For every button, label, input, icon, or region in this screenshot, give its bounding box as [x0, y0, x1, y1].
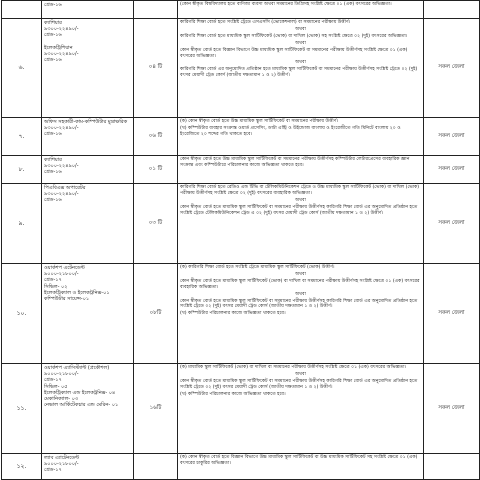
qualification — [178, 184, 424, 264]
post-name — [42, 364, 134, 454]
eligible-area: সকল জেলা — [424, 364, 480, 454]
job-circular-table — [1, 0, 480, 480]
qualification-line: (ক) কোন স্বীকৃত বোর্ড হতে বিজ্ঞান বিভাগে উচ্চ মাধ্যমিক স্কুল সার্টিফিকেট বা উচ্চ মাধ্যমিক সার্টিফিকেট সহ সংশ্লিষ্ট ক্ষেত্রে ০১ (এক) বৎসরের চাকুরির অভিজ্ঞতা। — [180, 455, 418, 466]
serial-number: ১০. — [2, 264, 42, 364]
qualification-line: (ক) কোন স্বীকৃত বোর্ড হতে উচ্চ মাধ্যমিক স্কুল সার্টিফিকেট বা সমমানের পরীক্ষায় উত্তীর্ণ। — [180, 119, 339, 124]
qualification-line: (ক) মাধ্যমিক স্কুল সার্টিফিকেট (ভোক) বা দাখিল বা সমমানের পরীক্ষায় উত্তীর্ণসহ সংশ্লিষ্ট ক্ষেত্রে ০১ (এক) বৎসরের অভিজ্ঞতা। — [180, 365, 407, 370]
qualification-line: (খ) কম্পিউটার ব্যবহার সংক্রান্ত ওয়ার্ড প্রসেসিং, ডাটা এন্ট্রি ও উইন্ডোজ বাংলায় ও ইংরেজীতে গতি মিনিটে বাংলায় ২০ ও ইংরেজিতে ২০ শব্দের গতি থাকতে হবে। — [180, 125, 401, 137]
table-row — [2, 364, 480, 454]
table-row — [2, 156, 480, 184]
post-line: ইলেকট্রিক্যাল এন্ড ইলেকট্রনিক্স- ০৪ — [44, 389, 116, 396]
qualification — [178, 118, 424, 156]
post-line: পিএবিএক্স অপারেটর — [44, 185, 86, 191]
post-name — [42, 184, 134, 264]
post-line: ক্যাশিয়ার — [44, 157, 62, 163]
post-line: সিভিল- ০২ — [44, 283, 68, 290]
post-line: নেভাল আর্কিটেকচার এন্ড মেরিন- ০১ — [44, 402, 119, 409]
post-line: ওয়ার্কশপ এটেনডেন্ট — [44, 265, 85, 271]
post-count: ১৬টি — [134, 364, 178, 454]
post-line: গ্রেড-১৬ — [44, 197, 62, 204]
post-line: ক্যাশিয়ার — [44, 20, 62, 26]
qualification-line: কোন স্বীকৃত বোর্ড হতে উচ্চ মাধ্যমিক স্কুল সার্টিফিকেট বা সমমানের পরীক্ষায় উত্তীর্ণসহ কম্পিউটার লেটারপ্রেসের ব্যবহারিক জ্ঞান সংক্রান্ত এবং কম্পিউটারে পরিচালনার কাজে অভিজ্ঞতা থাকতে হবে। — [180, 157, 410, 168]
table-row — [2, 1, 480, 19]
post-line: ৯০০০-২১৮০০/- — [44, 271, 79, 278]
post-line: ইলেকট্রিশিয়ান — [44, 44, 73, 51]
post-line: ৯৩০০-২২৪৯০/- — [44, 125, 79, 132]
eligible-area — [424, 454, 480, 480]
post-name — [42, 19, 134, 118]
post-line: গ্রেড-১৭ — [44, 377, 62, 384]
serial-number: ১২. — [2, 454, 42, 480]
post-line: ৯৩০০-২২৪৯০/- — [44, 51, 79, 58]
post-count: ০৩ টি — [134, 184, 178, 264]
eligible-area: সকল জেলা — [424, 264, 480, 364]
post-count: ০১ টি — [134, 156, 178, 184]
post-line: ৯৩০০-২২৪৯০/- — [44, 26, 79, 33]
qualification — [178, 454, 424, 480]
eligible-area: সকল জেলা — [424, 118, 480, 156]
post-count: ০৮টি — [134, 264, 178, 364]
serial-number: ৮. — [2, 156, 42, 184]
post-line: ইলেকট্রিক্যাল ও ইলেকট্রনিক্স-০১ — [44, 289, 110, 296]
serial-number: ৭. — [2, 118, 42, 156]
qualification-line: অথবা — [295, 291, 306, 297]
post-line: গ্রেড-১৬ — [44, 2, 62, 8]
qualification-line: কারিগরি শিক্ষা বোর্ড হতে সংশ্লিষ্ট ট্রেডে এসএসসি (ভোকেশনাল) বা সমমানের পরীক্ষায় উত্তীর্ণ। — [180, 20, 351, 25]
post-name — [42, 454, 134, 480]
qualification-line: কোন স্বীকৃত বোর্ড হতে মাধ্যমিক স্কুল সার্টিফিকেট (ভোক) বা দাখিল বা সমমানের পরীক্ষায় উত্তীর্ণসহ সংশ্লিষ্ট ক্ষেত্রে ০১ (এক) বৎসরের ব্যবহারিক অভিজ্ঞতা। — [180, 278, 420, 290]
table-row — [2, 118, 480, 156]
qualification — [178, 264, 424, 364]
post-line: গ্রেড-১৭ — [44, 467, 62, 474]
qualification-line: অথবা — [295, 371, 306, 377]
post-line: ৯০০০-২১৮০০/- — [44, 461, 79, 468]
qualification-line: কারিগরি শিক্ষা বোর্ড এর অনুমোদিত প্রতিষ্ঠান হতে মাধ্যমিক স্কুল সার্টিফিকেট বা সমমানের পরীক্ষায় উত্তীর্ণসহ সংশ্লিষ্ট ট্রেডে ০২ (দুই) বৎসর মেয়াদী ট্রেড কোর্স (জাতীয় দক্ষতামান ১ ও ২) উত্তীর্ণ। — [180, 67, 418, 79]
serial-number: ৯. — [2, 184, 42, 264]
table-row — [2, 454, 480, 480]
post-line: ল্যাব এ্যাটেনডেন্ট — [44, 455, 80, 461]
post-line: গ্রেড-১৬ — [44, 169, 62, 176]
qualification — [178, 1, 424, 19]
post-line: গ্রেড-১৬ — [44, 131, 62, 138]
eligible-area: সকল জেলা — [424, 19, 480, 118]
qualification-line: অথবা — [295, 40, 306, 46]
post-count — [134, 1, 178, 19]
qualification-line: অথবা — [295, 26, 306, 32]
eligible-area: সকল জেলা — [424, 156, 480, 184]
post-line: সিভিল- ০৫ — [44, 383, 68, 390]
eligible-area — [424, 1, 480, 19]
serial-number: ৬. — [2, 19, 42, 118]
qualification-line: কোন স্বীকৃত বোর্ড হতে মাধ্যমিক স্কুল সার্টিফিকেট বা সমমানের পরীক্ষায় উত্তীর্ণসহ কারিগরি শিক্ষা বোর্ড এর অনুমোদিত প্রতিষ্ঠান হতে সংশ্লিষ্ট ট্রেডে টেলিকমিউনিকেশন ট্রেড এ ০২ (দুই) বৎসর মেয়াদী ট্রেড কোর্স (জাতীয় দক্ষতামান ১ ও ২) উত্তীর্ণ। — [180, 204, 418, 216]
post-line: গ্রেড-১৭ — [44, 277, 62, 284]
post-name — [42, 118, 134, 156]
post-line: গ্রেড-১৬ — [44, 57, 62, 64]
post-line: অফিস সহকারী-কাম-কম্পিউটার মুদ্রাক্ষরিক — [44, 119, 128, 125]
post-line: ওয়ার্কশপ এ্যাসিস্ট্যান্ট (প্রকৌশল) — [44, 365, 110, 371]
serial-number: ১১. — [2, 364, 42, 454]
qualification-line: (কোন স্বীকৃত বিশ্ববিদ্যালয় হতে বাণিজ্য ব্যবসা অথবা সমমানের ডিগ্রিসহ সংশ্লিষ্ট ক্ষেত্রে ০১ (এক) বৎসরের অভিজ্ঞতা। — [180, 2, 392, 7]
table-row — [2, 19, 480, 118]
post-line: গ্রেড-১৬ — [44, 32, 62, 39]
qualification — [178, 156, 424, 184]
post-name — [42, 156, 134, 184]
post-count — [134, 454, 178, 480]
qualification-line: (ক) কারিগরি শিক্ষা বোর্ড হতে সংশ্লিষ্ট ট্রেডে মাধ্যমিক স্কুল সার্টিফিকেট (ভোক) উত্তীর্ণ। — [180, 265, 335, 270]
post-line: মেকানিক্যাল- ০৩ — [44, 396, 79, 403]
qualification-line: কোন স্বীকৃত বোর্ড হতে মাধ্যমিক স্কুল সার্টিফিকেট বা সমমানের পরীক্ষায় উত্তীর্ণসহ কারিগরি শিক্ষা বোর্ড এর অনুমোদিত প্রতিষ্ঠান হতে সংশ্লিষ্ট ট্রেডে ০২ (দুই) বৎসর মেয়াদী ট্রেড কোর্স (জাতীয় দক্ষতামান ১ ও ২) উত্তীর্ণ। — [180, 378, 418, 390]
qualification-line: (খ) কম্পিউটার পরিচালনার কাজে অভিজ্ঞতা থাকতে হবে। — [180, 311, 286, 317]
qualification-line: (খ) কম্পিউটার পরিচালনার কাজে অভিজ্ঞতা থাকতে হবে। — [180, 391, 286, 397]
qualification-line: অথবা — [295, 197, 306, 203]
post-line: ৯০০০-২১৮০০/- — [44, 371, 79, 378]
qualification-line: কোন স্বীকৃত বোর্ড হতে মাধ্যমিক স্কুল সার্টিফিকেট বা সমমানের পরীক্ষায় উত্তীর্ণসহ কারিগরি শিক্ষা বোর্ড এর অনুমোদিত প্রতিষ্ঠান হতে সংশ্লিষ্ট ট্রেডে ০২ (দুই) বৎসর মেয়াদী ট্রেড কোর্স (জাতীয় দক্ষতামান ১ ও ২) উত্তীর্ণ। — [180, 298, 418, 310]
table-row — [2, 264, 480, 364]
qualification-line: অথবা — [295, 60, 306, 66]
post-count: ০৪ টি — [134, 19, 178, 118]
qualification-line: কারিগরি শিক্ষা বোর্ড হতে রেডিও এন্ড টিভি বা টেলিকমিউনিকেশন ট্রেডে ও উচ্চ মাধ্যমিক স্কুল সার্টিফিকেট (ভোক) বা দাখিল (ভোক) পরীক্ষায় উত্তীর্ণসহ সংশ্লিষ্ট ক্ষেত্রে ০২ (দুই) বৎসরের ব্যবহারিক অভিজ্ঞতা। — [180, 185, 420, 196]
post-line: ৯৩০০-২২৪৯০/- — [44, 191, 79, 198]
qualification — [178, 19, 424, 118]
qualification-line: অথবা — [295, 271, 306, 277]
qualification-line: কোন স্বীকৃত বোর্ড হতে বিজ্ঞান বিভাগে উচ্চ মাধ্যমিক স্কুল সার্টিফিকেট বা সমমানের পরীক্ষায় উত্তীর্ণসহ সংশ্লিষ্ট ক্ষেত্রে ০১ (এক) বৎসরের অভিজ্ঞতা। — [180, 47, 408, 59]
table-row — [2, 184, 480, 264]
post-line: কম্পিউটার সায়েন্স-০১ — [44, 296, 90, 303]
post-name — [42, 1, 134, 19]
qualification — [178, 364, 424, 454]
post-name — [42, 264, 134, 364]
post-count: ০৬ টি — [134, 118, 178, 156]
qualification-line: কারিগরি শিক্ষা বোর্ড হতে মাধ্যমিক স্কুল সার্টিফিকেট (ভোক) বা দাখিল (ভোক) সহ সংশ্লিষ্ট ক্ষেত্রে ০২ (দুই) বৎসরের অভিজ্ঞতা। — [180, 33, 408, 39]
serial-number — [2, 1, 42, 19]
eligible-area: সকল জেলা — [424, 184, 480, 264]
post-line: ৯৩০০-২২৪৯০/- — [44, 163, 79, 170]
